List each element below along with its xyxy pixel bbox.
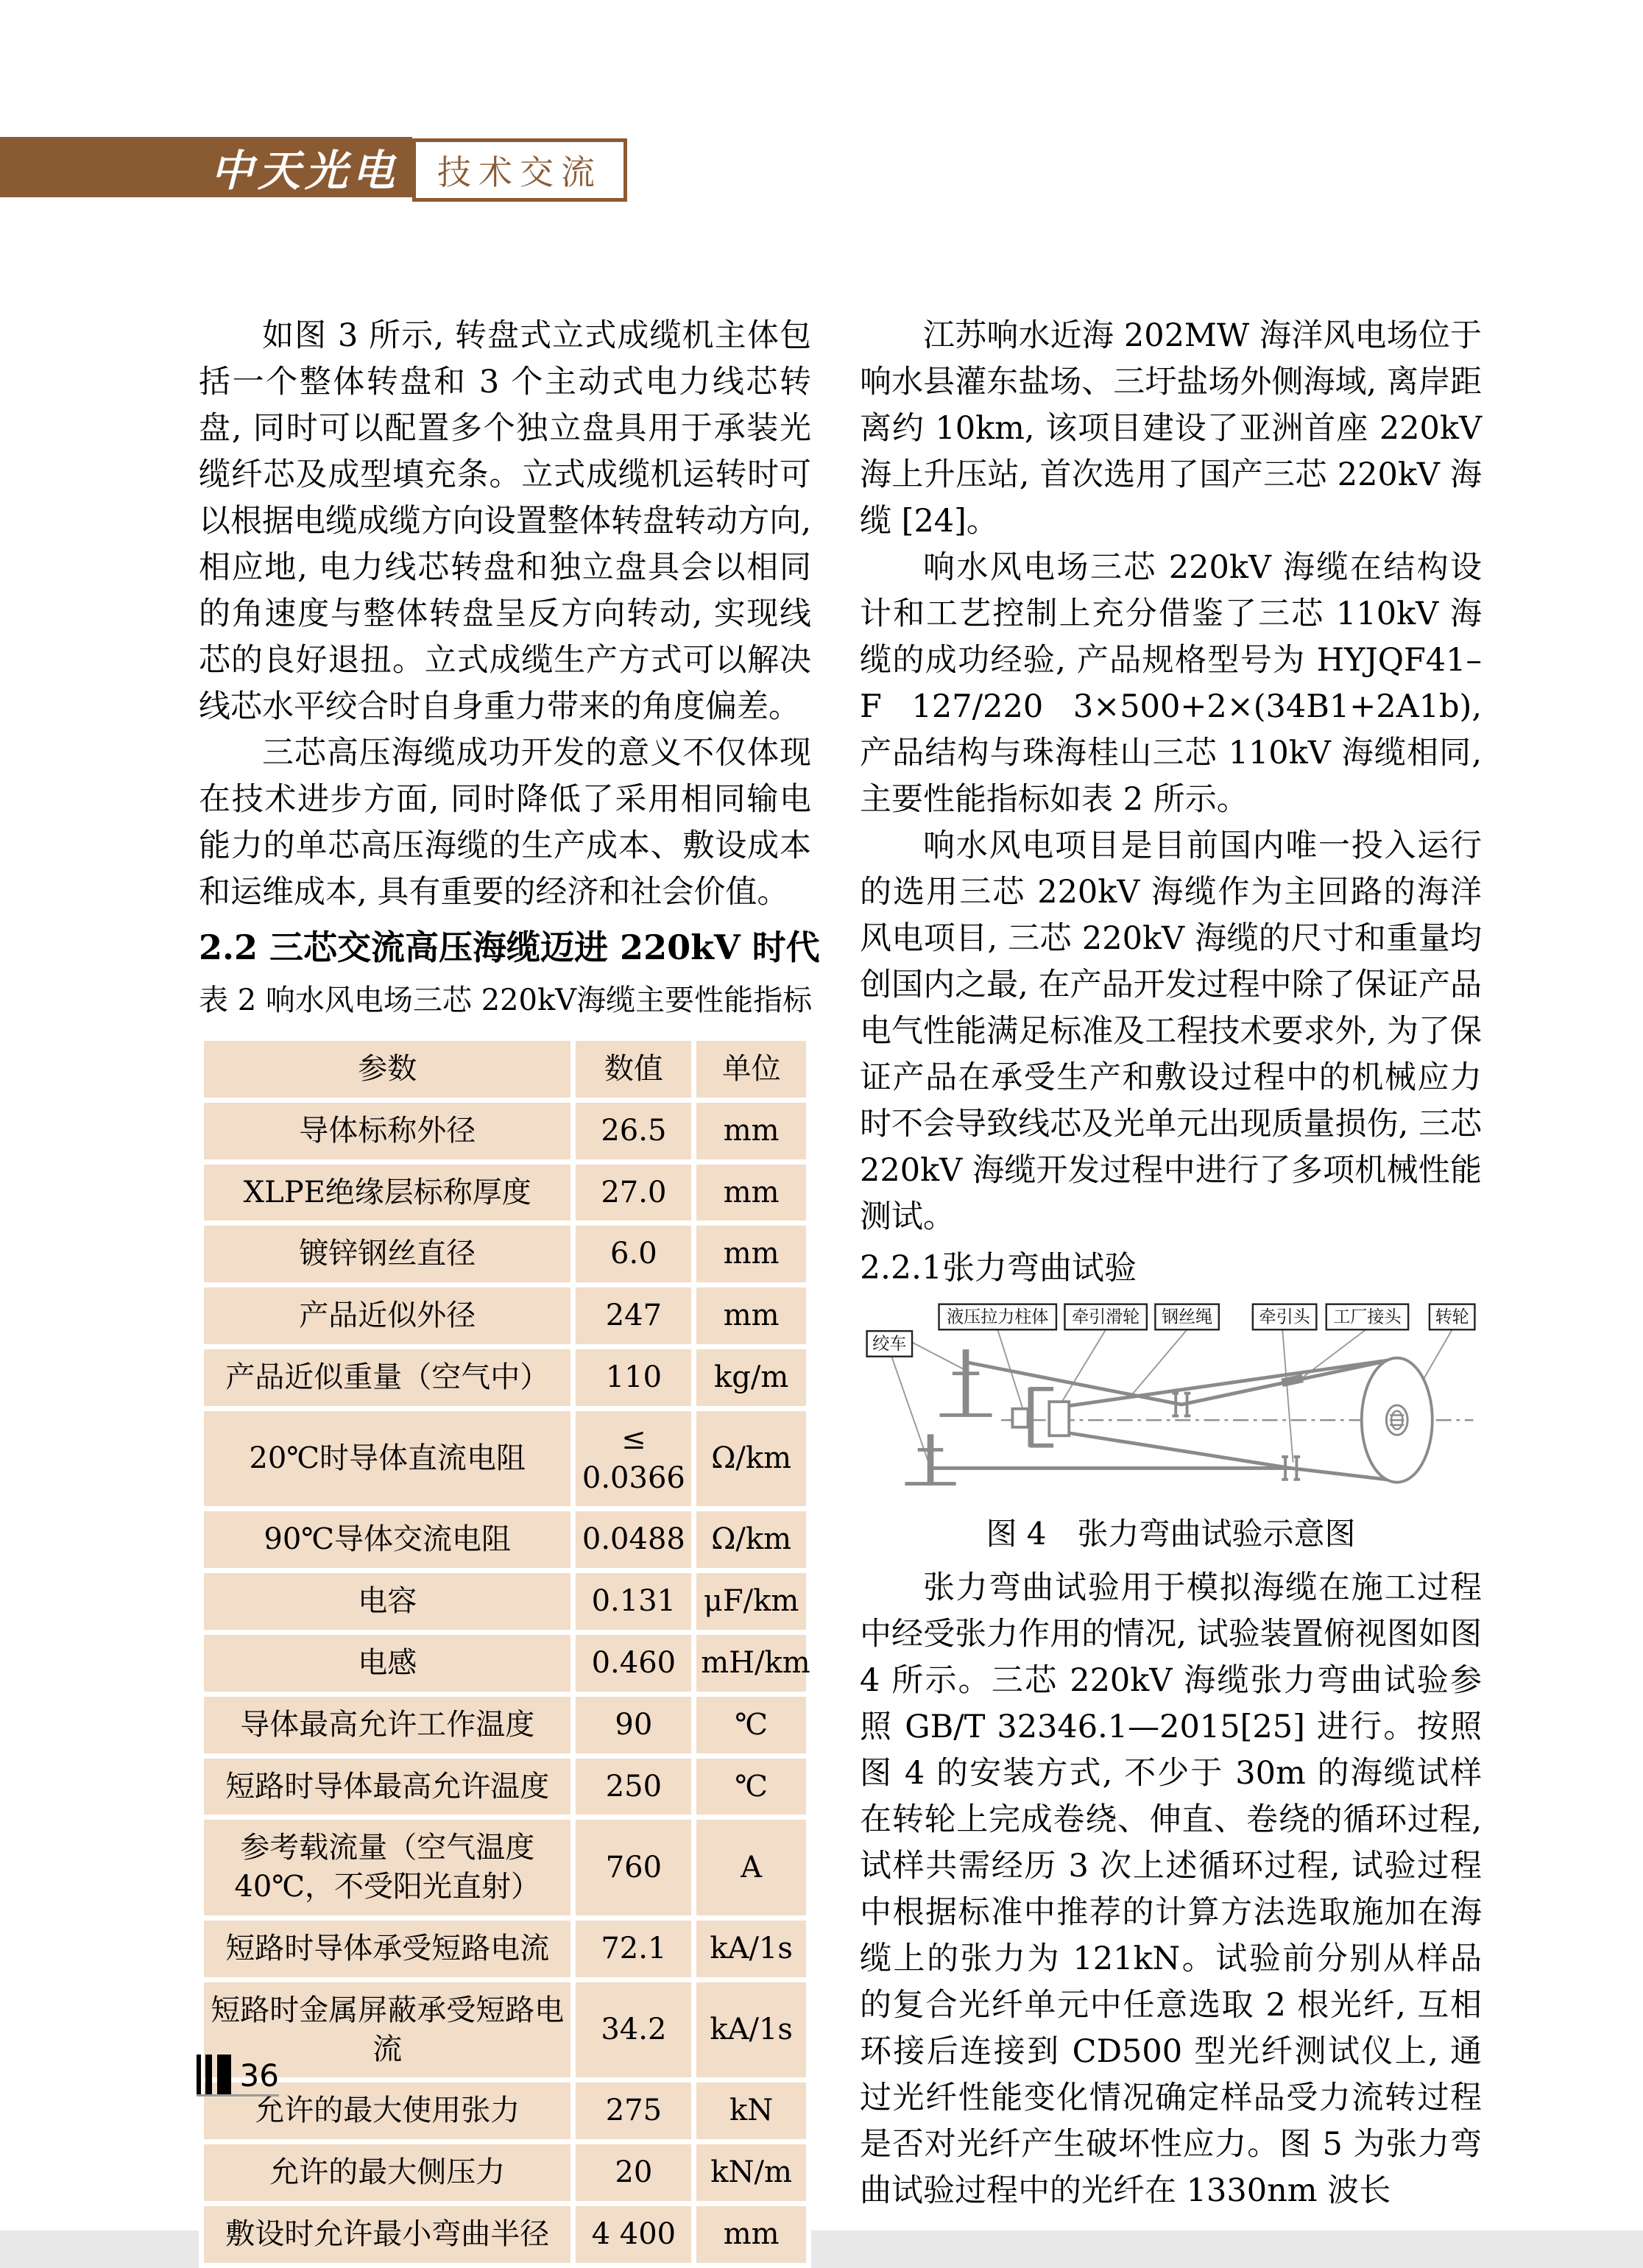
table-cell: 72.1 (576, 1921, 691, 1977)
svg-text:液压拉力柱体: 液压拉力柱体 (947, 1307, 1049, 1327)
paragraph: 响水风电项目是目前国内唯一投入运行的选用三芯 220kV 海缆作为主回路的海洋风电项目, 三芯 220kV 海缆的尺寸和重量均创国内之最, 在产品开发过程中除了保证产品电气性能满足标准及工程技术要求外, 为了保证产品在承受生产和敷设过程中的机械应力时不会导致线芯及光单元出现质量损伤, 三芯 220kV 海缆开发过程中进行了多项机械性能测试。 (860, 827, 1482, 1235)
table-cell: 短路时导体最高允许温度 (204, 1759, 570, 1815)
table-cell: 导体标称外径 (204, 1103, 570, 1159)
paragraph: 三芯高压海缆成功开发的意义不仅体现在技术进步方面, 同时降低了采用相同输电能力的单芯高压海缆的生产成本、敷设成本和运维成本, 具有重要的经济和社会价值。 (199, 735, 811, 911)
table-cell: 34.2 (576, 1982, 691, 2078)
footer-bar-icon (217, 2055, 230, 2094)
paragraph: 如图 3 所示, 转盘式立式成缆机主体包括一个整体转盘和 3 个主动式电力线芯转盘, 同时可以配置多个独立盘具用于承装光缆纤芯及成型填充条。立式成缆机运转时可以根据电缆成缆方向设置整体转盘转动方向, 相应地, 电力线芯转盘和独立盘具会以相同的角速度与整体转盘呈反方向转动, 实现线芯的良好退扭。立式成缆生产方式可以解决线芯水平绞合时自身重力带来的角度偏差。 (199, 317, 811, 725)
table-cell: mm (696, 2206, 806, 2263)
table-cell: mm (696, 1103, 806, 1159)
table-cell: 90℃导体交流电阻 (204, 1511, 570, 1568)
table-cell: 20℃时导体直流电阻 (204, 1411, 570, 1507)
table-cell: ℃ (696, 1759, 806, 1815)
svg-text:钢丝绳: 钢丝绳 (1162, 1307, 1213, 1327)
tension-bend-diagram (860, 1299, 1482, 1511)
table-cell: 247 (576, 1287, 691, 1344)
table-row (204, 1820, 806, 1915)
table-row (204, 1103, 806, 1159)
right-column (860, 313, 1482, 2214)
figure-4 (860, 1299, 1482, 1555)
page-footer (197, 2052, 279, 2096)
table-header-param: 参数 (204, 1041, 570, 1098)
table-cell: 90 (576, 1697, 691, 1753)
paragraph: 响水风电场三芯 220kV 海缆在结构设计和工艺控制上充分借鉴了三芯 110kV 海缆的成功经验, 产品规格型号为 HYJQF41–F 127/220 3×500+2×(34B1+2A1b), 产品结构与珠海桂山三芯 110kV 海缆相同, 主要性能指标如表 2 所示。 (860, 549, 1482, 818)
table-cell: Ω/km (696, 1411, 806, 1507)
table-cell: kA/1s (696, 1982, 806, 2078)
table-row (204, 2206, 806, 2263)
table-row (204, 1226, 806, 1282)
svg-text:工厂接头: 工厂接头 (1333, 1307, 1402, 1327)
table-cell: 产品近似重量（空气中） (204, 1349, 570, 1406)
label-traction-head (1253, 1304, 1316, 1330)
svg-text:牵引头: 牵引头 (1259, 1307, 1310, 1327)
column-tag-label: 技术交流 (437, 153, 602, 191)
page-number: 36 (239, 2057, 279, 2094)
table-header-value: 数值 (576, 1041, 691, 1098)
table-row (204, 2144, 806, 2201)
table-row (204, 1165, 806, 1221)
paragraph: 江苏响水近海 202MW 海洋风电场位于响水县灌东盐场、三圩盐场外侧海域, 离岸距离约 10km, 该项目建设了亚洲首座 220kV 海上升压站, 首次选用了国产三芯 220kV 海缆 [24]。 (860, 317, 1482, 540)
table-cell: mm (696, 1287, 806, 1344)
column-tag-box (412, 138, 627, 202)
label-turning-wheel (1430, 1304, 1474, 1330)
table-cell: A (696, 1820, 806, 1915)
label-factory-joint (1326, 1304, 1408, 1330)
winch-posts (905, 1349, 992, 1483)
table-cell: mH/km (696, 1635, 806, 1692)
table-cell: 允许的最大侧压力 (204, 2144, 570, 2201)
label-hydraulic-column (939, 1304, 1056, 1330)
table-cell: 760 (576, 1820, 691, 1915)
table-cell: kA/1s (696, 1921, 806, 1977)
table-cell: 250 (576, 1759, 691, 1815)
table-cell: 275 (576, 2082, 691, 2139)
section-heading-2-2: 2.2 三芯交流高压海缆迈进 220kV 时代 (199, 928, 820, 967)
table-cell: 导体最高允许工作温度 (204, 1697, 570, 1753)
svg-text:牵引滑轮: 牵引滑轮 (1072, 1307, 1140, 1327)
table-row (204, 1287, 806, 1344)
table-cell: 26.5 (576, 1103, 691, 1159)
table-cell: 镀锌钢丝直径 (204, 1226, 570, 1282)
paragraph: 张力弯曲试验用于模拟海缆在施工过程中经受张力作用的情况, 试验装置俯视图如图 4 所示。三芯 220kV 海缆张力弯曲试验参照 GB/T 32346.1—2015[25] 进行。按照图 4 的安装方式, 不少于 30m 的海缆试样在转轮上完成卷绕、伸直、卷绕的循环过程, 试样共需经历 3 次上述循环过程, 试验过程中根据标准中推荐的计算方法选取施加在海缆上的张力为 121kN。试验前分别从样品的复合光纤单元中任意选取 2 根光纤, 互相环接后连接到 CD500 型光纤测试仪上, 通过光纤性能变化情况确定样品受力流转过程是否对光纤产生破坏性应力。图 5 为张力弯曲试验过程中的光纤在 1330nm 波长 (860, 1569, 1482, 2210)
figure-caption: 图 4 张力弯曲试验示意图 (986, 1516, 1356, 1552)
footer-bar-icon (205, 2055, 213, 2094)
table-row (204, 1573, 806, 1630)
table-cell: 110 (576, 1349, 691, 1406)
table-row (204, 1411, 806, 1507)
table-caption: 表 2 响水风电场三芯 220kV海缆主要性能指标 (199, 983, 813, 1017)
label-wire-rope (1155, 1304, 1218, 1330)
label-winch (867, 1331, 912, 1357)
table-cell: 20 (576, 2144, 691, 2201)
table-cell: 短路时导体承受短路电流 (204, 1921, 570, 1977)
table-cell: 27.0 (576, 1165, 691, 1221)
table-row (204, 2082, 806, 2139)
section-heading-2-2-1: 2.2.1张力弯曲试验 (860, 1249, 1137, 1287)
table-row (204, 1982, 806, 2078)
table-cell: mm (696, 1165, 806, 1221)
svg-text:转轮: 转轮 (1435, 1307, 1469, 1327)
table-cell: mm (696, 1226, 806, 1282)
table-cell: 4 400 (576, 2206, 691, 2263)
table-cell: 参考载流量（空气温度 40℃，不受阳光直射） (204, 1820, 570, 1915)
table-cell: 0.131 (576, 1573, 691, 1630)
table-cell: 0.0488 (576, 1511, 691, 1568)
label-traction-pulley (1064, 1304, 1146, 1330)
table-cell: Ω/km (696, 1511, 806, 1568)
table-cell: 电容 (204, 1573, 570, 1630)
brand-bar (0, 137, 412, 197)
hydraulic-column-bracket (1012, 1388, 1069, 1447)
table-cell: 0.460 (576, 1635, 691, 1692)
table-row (204, 1697, 806, 1753)
brand-logo: 中天光电 (210, 146, 399, 196)
table-cell: ≤ 0.0366 (576, 1411, 691, 1507)
table-cell: ℃ (696, 1697, 806, 1753)
table-row (204, 1759, 806, 1815)
table-row (204, 1511, 806, 1568)
table-cell: 短路时金属屏蔽承受短路电流 (204, 1982, 570, 2078)
table-cell: 6.0 (576, 1226, 691, 1282)
table-cell: kN (696, 2082, 806, 2139)
table-cell: 敷设时允许最小弯曲半径 (204, 2206, 570, 2263)
table-cell: XLPE绝缘层标称厚度 (204, 1165, 570, 1221)
turning-wheel-drum (1362, 1358, 1432, 1483)
table-cell: kN/m (696, 2144, 806, 2201)
table-row (204, 1921, 806, 1977)
table-cell: 产品近似外径 (204, 1287, 570, 1344)
table-row (204, 1349, 806, 1406)
footer-bar-icon (197, 2055, 201, 2094)
table-row (204, 1635, 806, 1692)
table-header-row (204, 1041, 806, 1098)
svg-text:绞车: 绞车 (872, 1335, 907, 1354)
table-cell: 允许的最大使用张力 (204, 2082, 570, 2139)
table-cell: 电感 (204, 1635, 570, 1692)
table-cell: kg/m (696, 1349, 806, 1406)
table-cell: μF/km (696, 1573, 806, 1630)
table-header-unit: 单位 (696, 1041, 806, 1098)
spec-table (199, 1036, 811, 2268)
left-column (199, 313, 820, 2268)
